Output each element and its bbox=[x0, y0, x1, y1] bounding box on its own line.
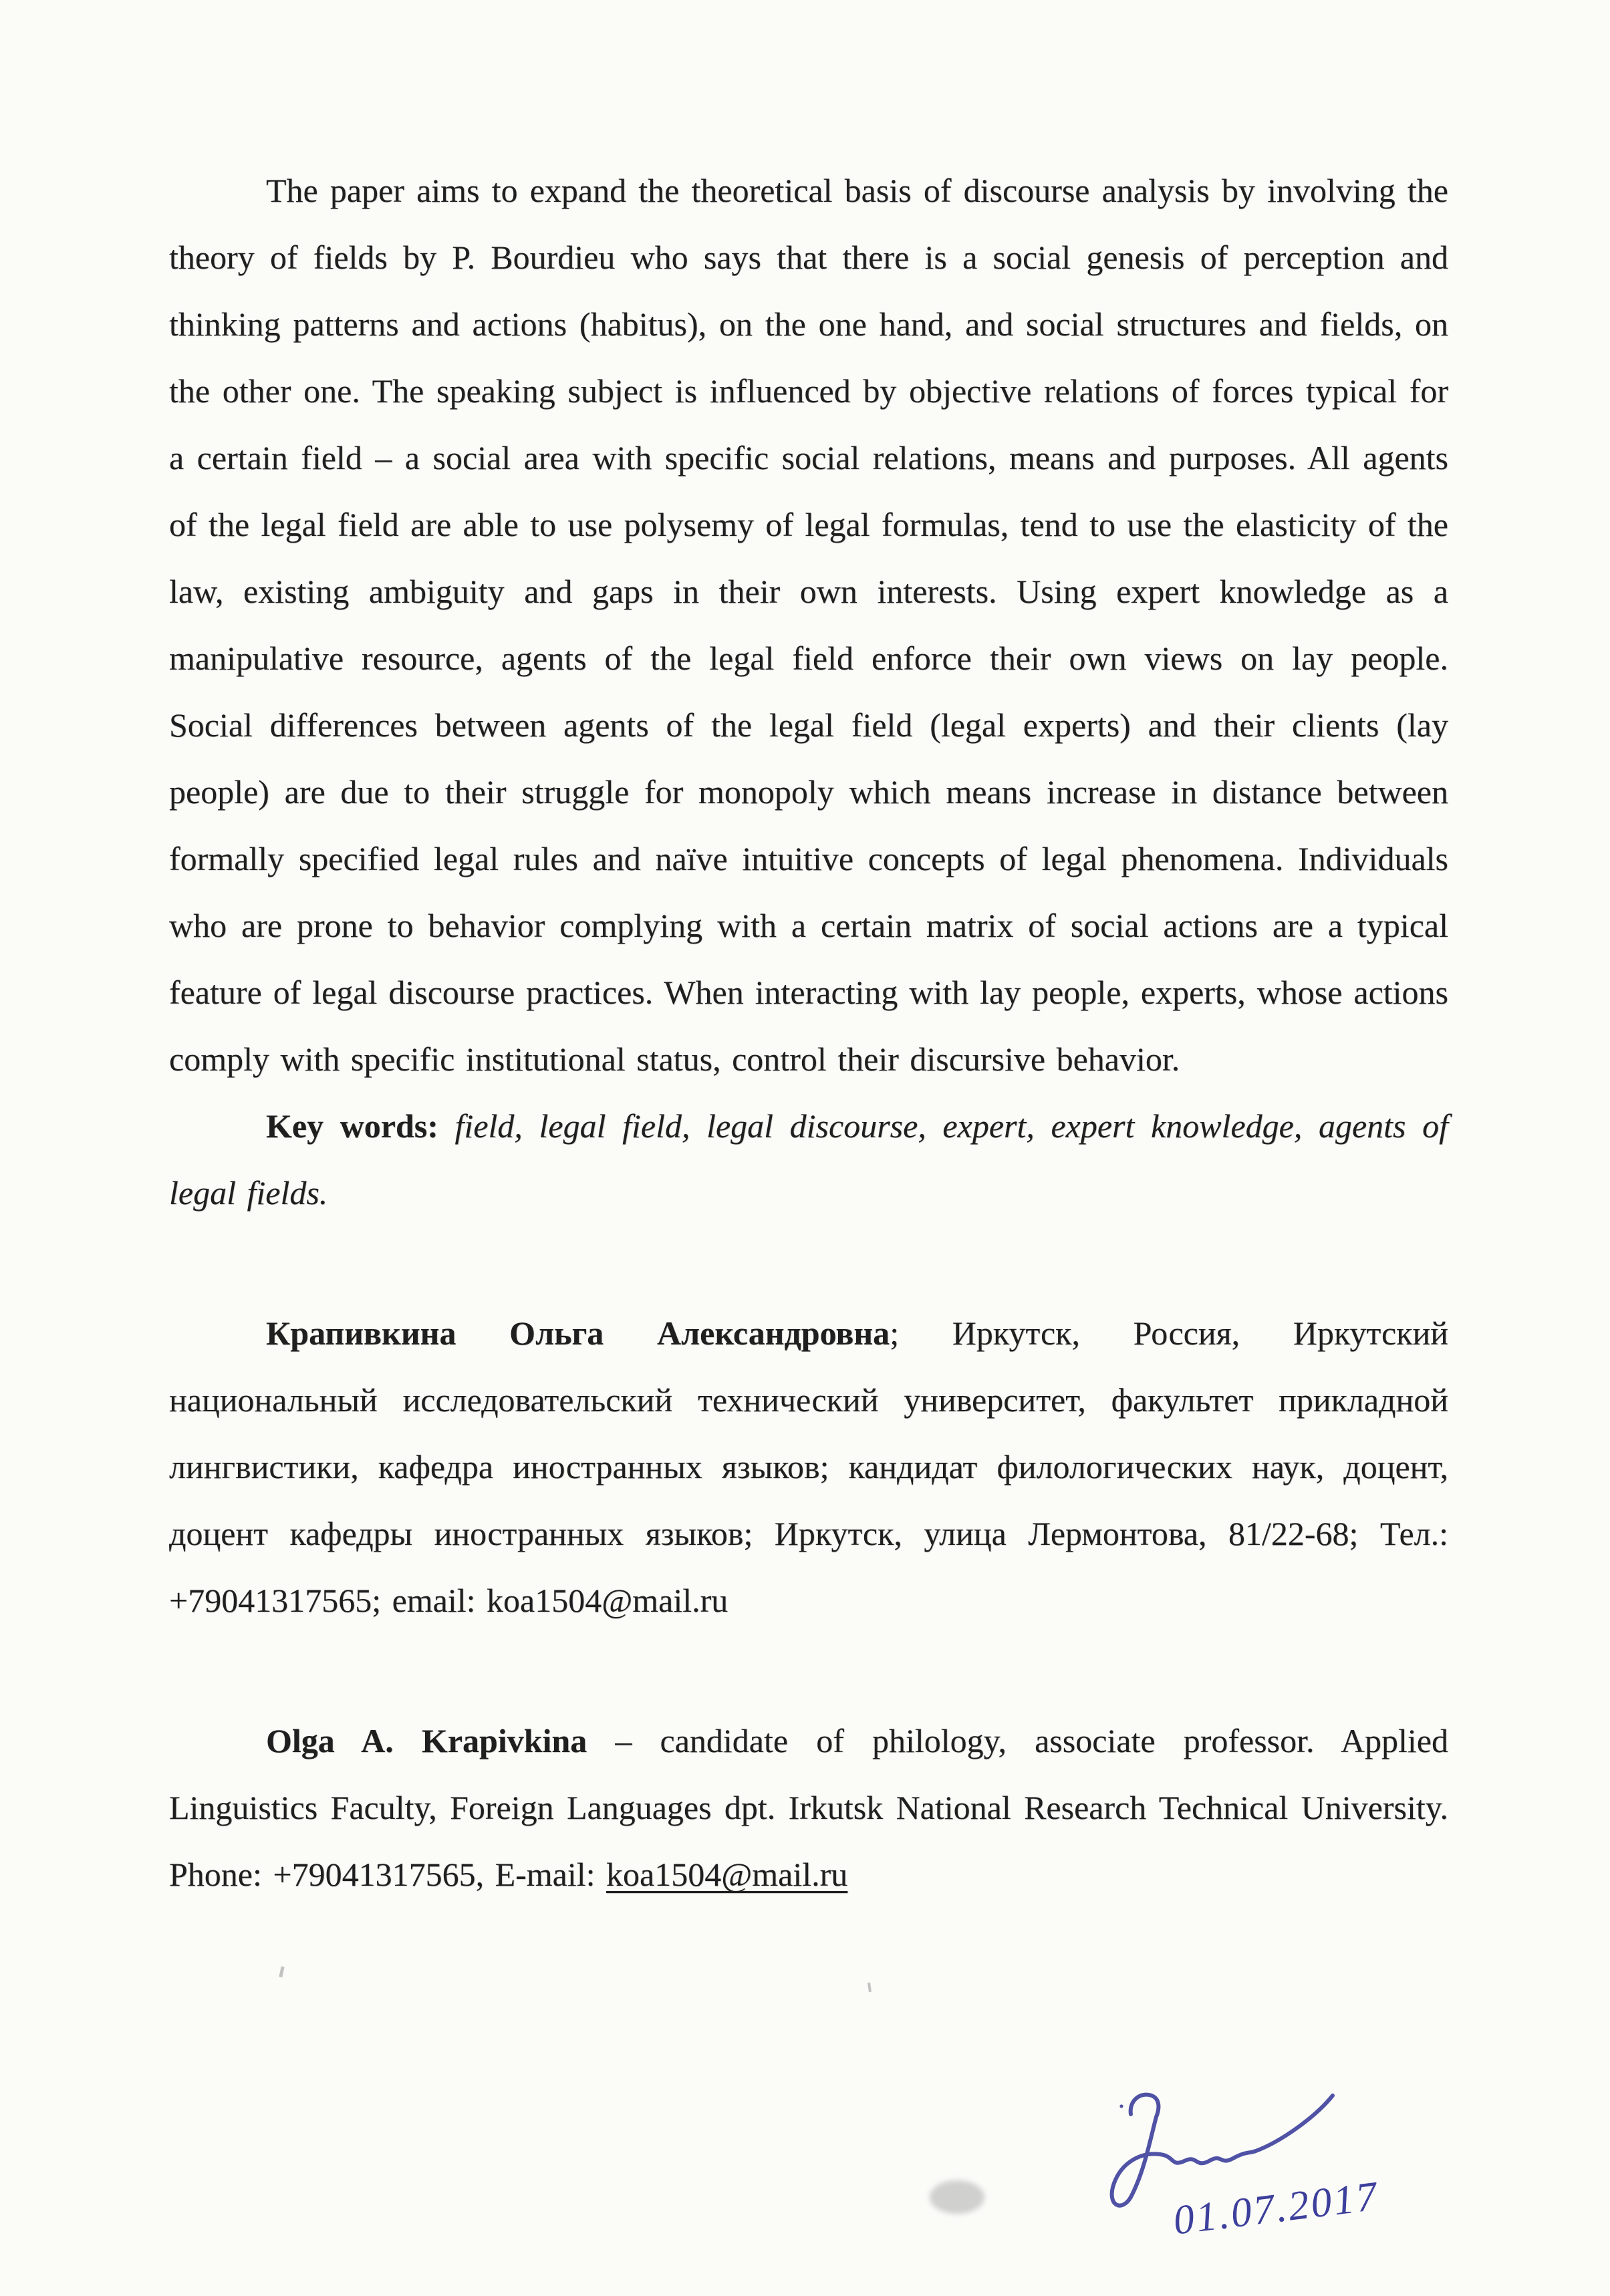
author-details-english: – candidate of philology, associate professor. Applied Linguistics Faculty, Foreign Languages dpt. Irkutsk National Research Technical University. Phone: +79041317565, E-mail: bbox=[169, 1722, 1448, 1893]
author-info-english bbox=[169, 1707, 1448, 1908]
keywords-label: Key words: bbox=[266, 1107, 438, 1145]
scan-fade-artifact bbox=[373, 2205, 480, 2255]
author-email-english: koa1504@mail.ru bbox=[606, 1856, 848, 1893]
abstract-paragraph: The paper aims to expand the theoretical basis of discourse analysis by involving the theory of fields by P. Bourdieu who says that there is a social genesis of perception and thinking patterns and actions (habitus), on the one hand, and social structures and fields, on the other one. The speaking subject is influenced by objective relations of forces typical for a certain field – a social area with specific social relations, means and purposes. All agents of the legal field are able to use polysemy of legal formulas, tend to use the elasticity of the law, existing ambiguity and gaps in their own interests. Using expert knowledge as a manipulative resource, agents of the legal field enforce their own views on lay people. Social differences between agents of the legal field (legal experts) and their clients (lay people) are due to their struggle for monopoly which means increase in distance between formally specified legal rules and naïve intuitive concepts of legal phenomena. Individuals who are prone to behavior complying with a certain matrix of social actions are a typical feature of legal discourse practices. When interacting with lay people, experts, whose actions comply with specific institutional status, control their discursive behavior. bbox=[169, 172, 1448, 1078]
scan-speck bbox=[279, 1967, 284, 1978]
scan-speck bbox=[867, 1983, 871, 1992]
author-email-russian: koa1504@mail.ru bbox=[487, 1582, 728, 1619]
author-info-russian bbox=[169, 1300, 1448, 1634]
keywords-paragraph bbox=[169, 1093, 1448, 1226]
author-details-russian: ; Иркутск, Россия, Иркутский национальный исследовательский технический университет, факультет прикладной лингвистики, кафедра иностранных языков; кандидат филологических наук, доцент, доцент кафедры иностранных языков; Иркутск, улица Лермонтова, 81/22-68; Тел.: +79041317565; email: bbox=[169, 1314, 1448, 1619]
scan-smudge bbox=[930, 2180, 984, 2214]
keywords-list: field, legal field, legal discourse, expert, expert knowledge, agents of legal fields. bbox=[169, 1107, 1448, 1211]
signature-block bbox=[1096, 2065, 1470, 2296]
scan-fade-artifact bbox=[624, 2272, 710, 2296]
author-name-english: Olga A. Krapivkina bbox=[266, 1722, 587, 1759]
author-name-russian: Крапивкина Ольга Александровна bbox=[266, 1314, 890, 1352]
scan-fade-artifact bbox=[333, 2269, 466, 2296]
signature-date: 01.07.2017 bbox=[1170, 2173, 1381, 2244]
